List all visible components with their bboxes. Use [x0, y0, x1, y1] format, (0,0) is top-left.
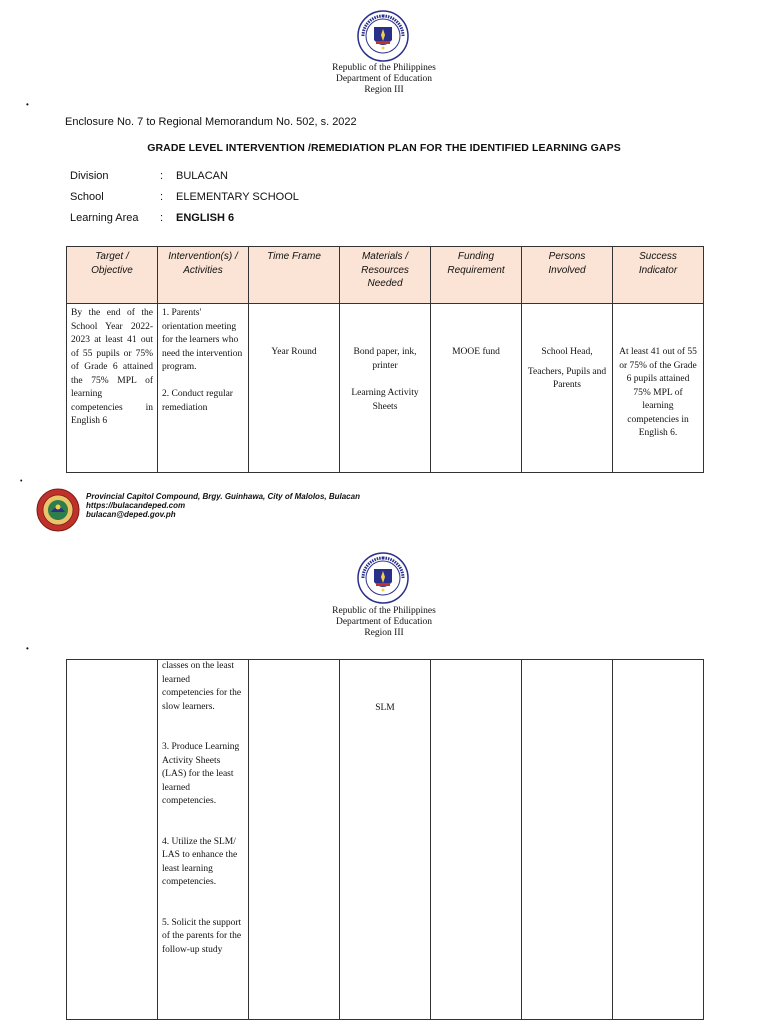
footer-address: Provincial Capitol Compound, Brgy. Guinhawa, City of Malolos, Bulacan — [86, 492, 360, 501]
info-colon: : — [160, 170, 164, 182]
cell-time-frame — [249, 660, 340, 1020]
cell-persons — [522, 660, 613, 1020]
cell-time-frame: Year Round — [249, 304, 340, 473]
cell-target — [67, 660, 158, 1020]
footer-website[interactable]: https://bulacandeped.com — [86, 501, 186, 510]
header-target: Target / Objective — [67, 247, 158, 304]
cell-funding — [431, 660, 522, 1020]
plan-title: GRADE LEVEL INTERVENTION /REMEDIATION PLAN FOR THE IDENTIFIED LEARNING GAPS — [147, 142, 621, 154]
footer-contact — [86, 492, 360, 519]
cell-activities: 1. Parents' orientation meeting for the learners who need the intervention program. 2. Conduct regular remediation — [158, 304, 249, 473]
bullet-mark: • — [20, 478, 23, 485]
deped-seal-icon — [357, 10, 409, 62]
info-value: ELEMENTARY SCHOOL — [176, 191, 299, 203]
intervention-plan-table-continued — [66, 659, 704, 1020]
header-republic: Republic of the Philippines — [332, 606, 436, 616]
cell-persons — [522, 304, 613, 473]
government-header — [0, 63, 768, 96]
header-materials: Materials / Resources Needed — [340, 247, 431, 304]
activity-continued: classes on the least learned competencies for the slow learners. — [162, 661, 242, 712]
activity-item: 5. Solicit the support of the parents for the follow-up study — [162, 917, 242, 955]
info-label: School — [70, 191, 104, 203]
cell-funding: MOOE fund — [431, 304, 522, 473]
persons-item: Teachers, Pupils and Parents — [527, 366, 607, 390]
header-department: Department of Education — [335, 617, 433, 627]
header-region: Region III — [364, 85, 404, 95]
persons-item: School Head, — [541, 347, 593, 357]
cell-materials: SLM — [340, 660, 431, 1020]
cell-target: By the end of the School Year 2022-2023 at least 41 out of 55 pupils or 75% of Grade 6 attained the 75% MPL of learning competencies in English 6 — [67, 304, 158, 473]
bullet-mark: • — [26, 100, 29, 109]
activity-item: 3. Produce Learning Activity Sheets (LAS) for the least learned competencies. — [162, 742, 240, 806]
header-indicator: Success Indicator — [613, 247, 704, 304]
table-header-row — [67, 247, 704, 304]
header-persons: Persons Involved — [522, 247, 613, 304]
header-time-frame: Time Frame — [249, 247, 340, 304]
table-row — [67, 660, 704, 1020]
table-row — [67, 304, 704, 473]
enclosure-reference: Enclosure No. 7 to Regional Memorandum No. 502, s. 2022 — [65, 116, 357, 128]
government-header — [0, 606, 768, 639]
cell-activities — [158, 660, 249, 1020]
info-value: BULACAN — [176, 170, 228, 182]
info-colon: : — [160, 212, 164, 224]
cell-materials — [340, 304, 431, 473]
activity-item: 4. Utilize the SLM/ LAS to enhance the least learning competencies. — [162, 836, 238, 887]
header-department: Department of Education — [335, 74, 433, 84]
footer-email[interactable]: bulacan@deped.gov.ph — [86, 510, 176, 519]
materials-item: Learning Activity Sheets — [351, 388, 419, 412]
cell-indicator: At least 41 out of 55 or 75% of the Grade 6 pupils attained 75% MPL of learning competencies in English 6. — [613, 304, 704, 473]
info-value: ENGLISH 6 — [176, 212, 235, 224]
header-region: Region III — [364, 628, 404, 638]
bulacan-division-logo-icon — [36, 488, 80, 532]
intervention-plan-table — [66, 246, 704, 473]
bullet-mark: • — [26, 644, 29, 653]
deped-seal-icon — [357, 552, 409, 604]
info-colon: : — [160, 191, 164, 203]
info-label: Division — [70, 170, 109, 182]
header-activities: Intervention(s) / Activities — [158, 247, 249, 304]
cell-indicator — [613, 660, 704, 1020]
header-funding: Funding Requirement — [431, 247, 522, 304]
header-republic: Republic of the Philippines — [332, 63, 436, 73]
materials-item: Bond paper, ink, printer — [353, 347, 417, 371]
info-label: Learning Area — [70, 212, 139, 224]
